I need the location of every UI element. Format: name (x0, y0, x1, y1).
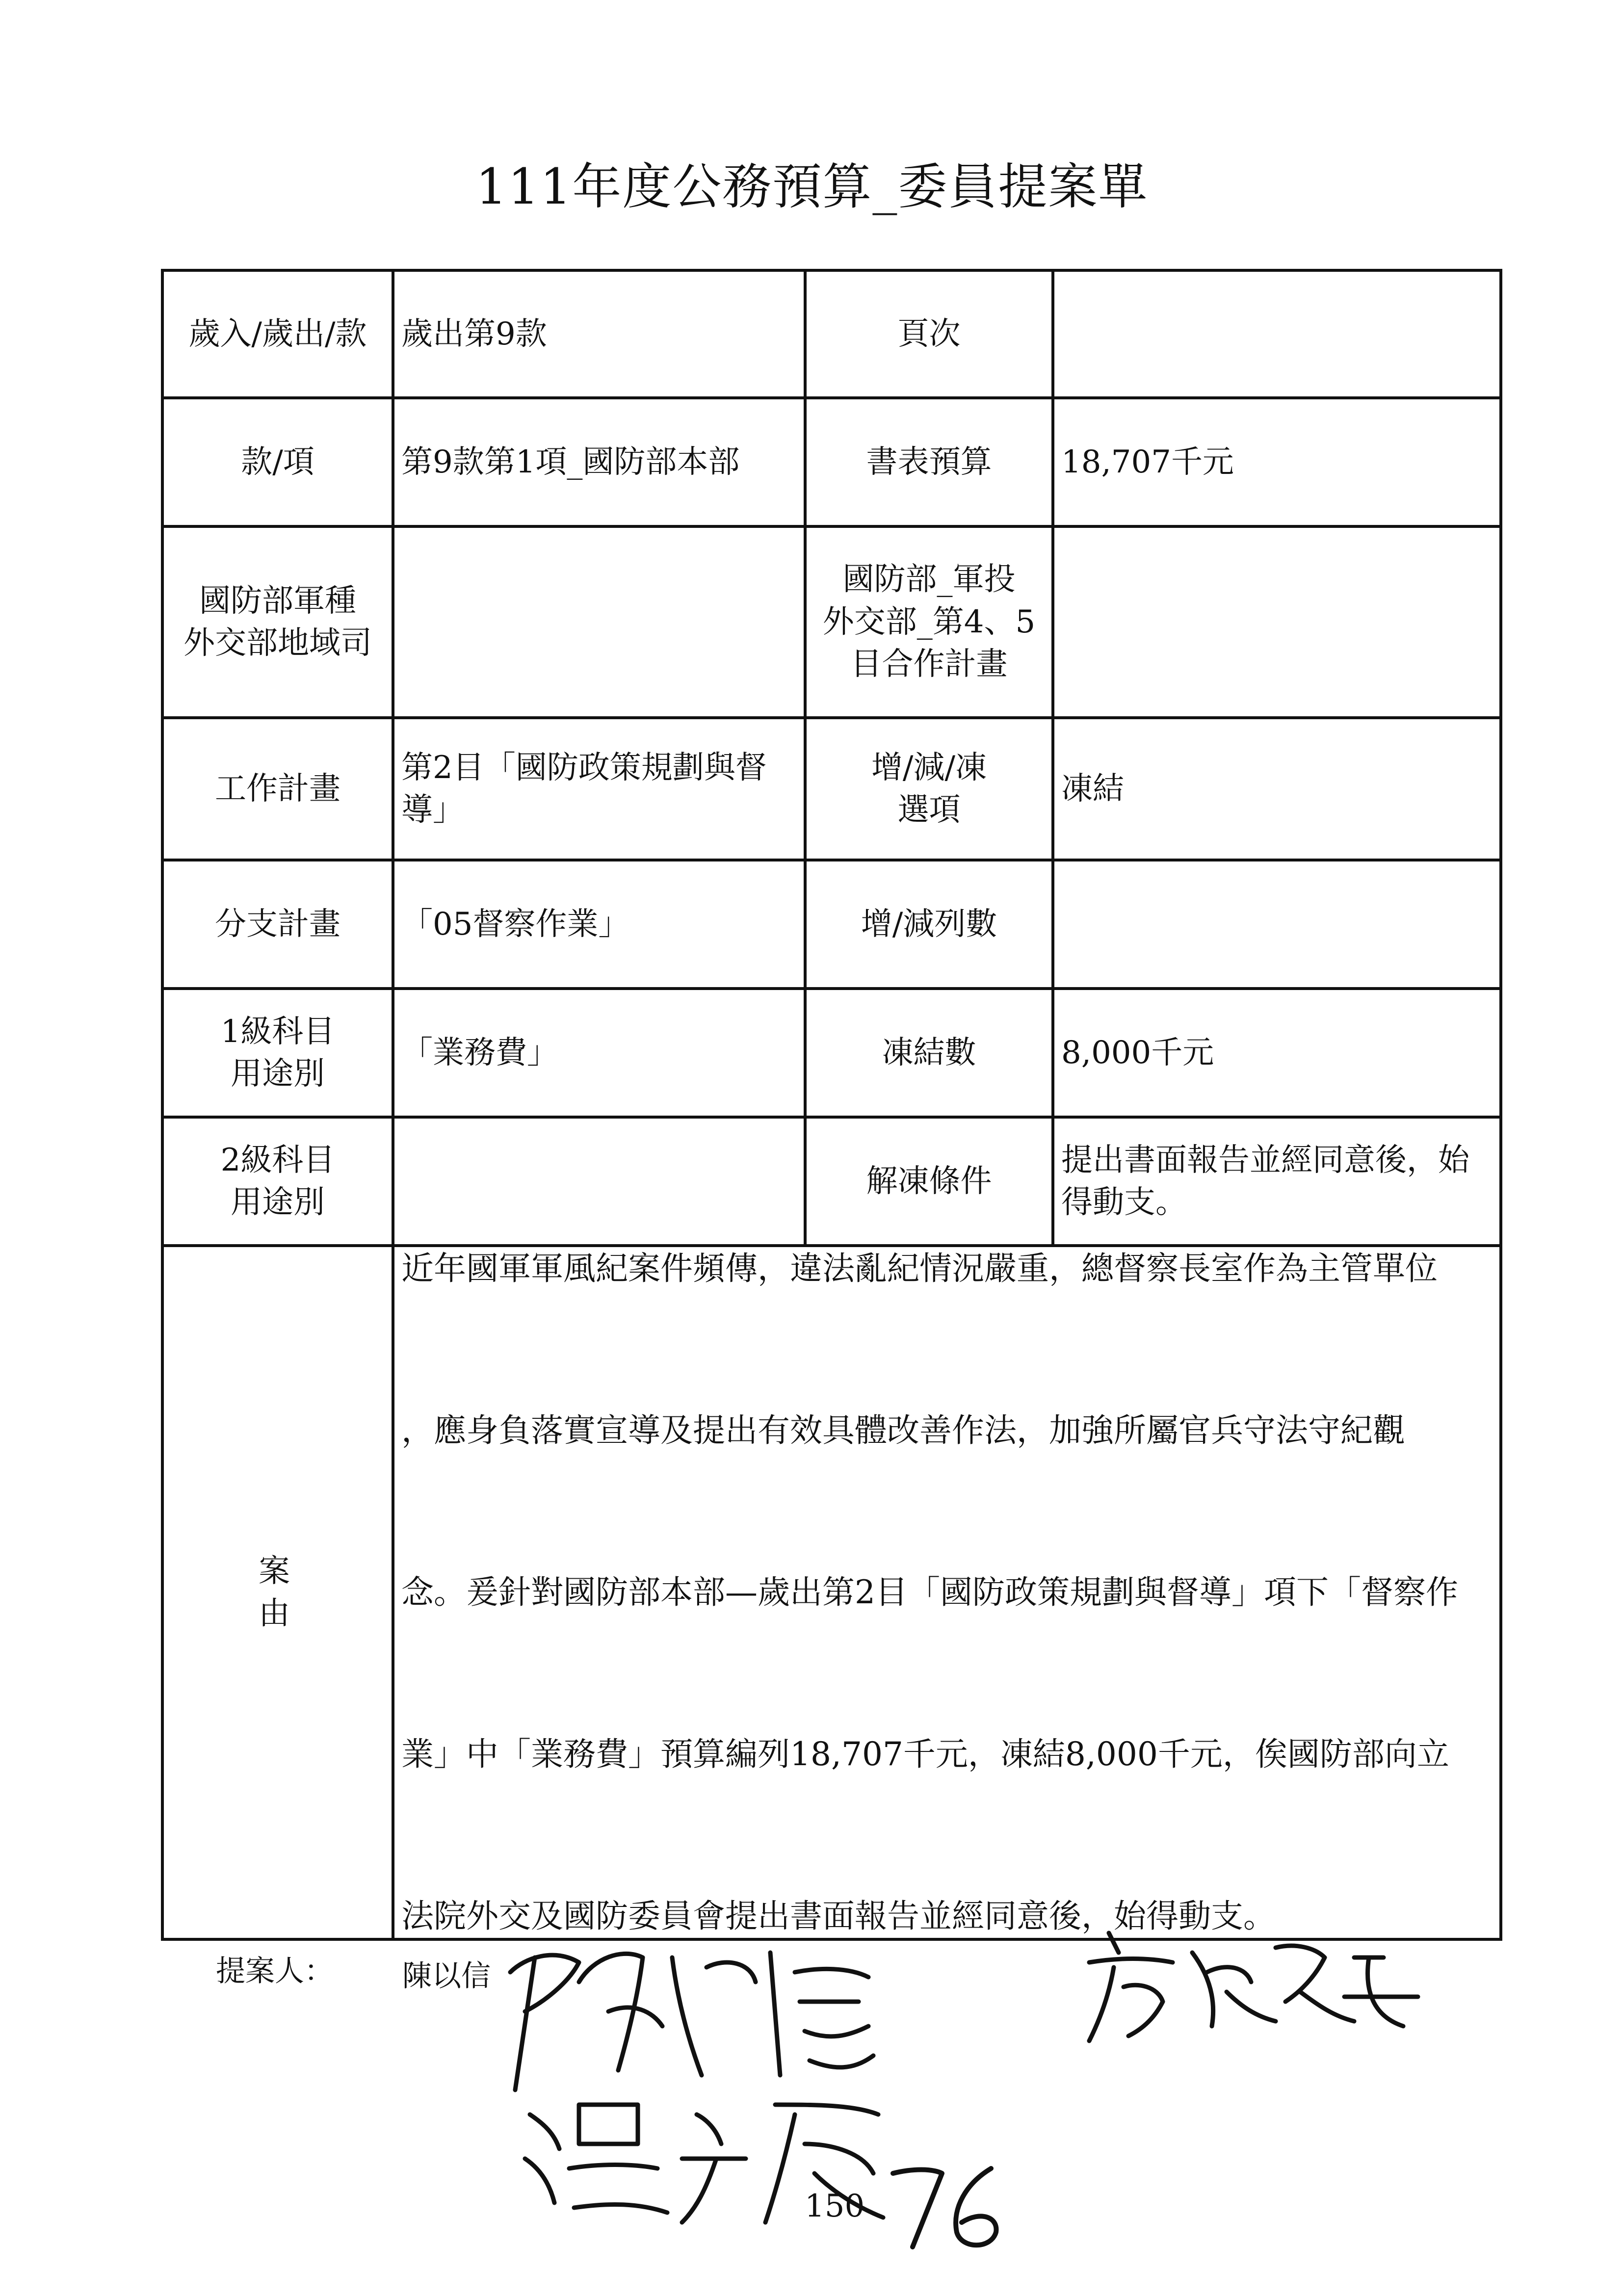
label-line: 國防部軍種 (199, 582, 356, 619)
field-value-unit (393, 526, 805, 718)
field-label-unit (162, 526, 393, 718)
field-label-action-option (805, 718, 1053, 860)
field-label-budget: 書表預算 (805, 398, 1053, 526)
label-line: 外交部地域司 (183, 625, 372, 661)
field-label-frozen-amount: 凍結數 (805, 989, 1053, 1117)
form-row (162, 398, 1501, 526)
proposer-name: 陳以信 (402, 1959, 491, 1993)
proposer-label: 提案人： (216, 1954, 334, 1988)
reason-line: 業」中「業務費」預算編列18,707千元，凍結8,000千元，俟國防部向立 (401, 1735, 1449, 1773)
field-label-unfreeze-condition: 解凍條件 (805, 1117, 1053, 1246)
field-label-work-plan: 工作計畫 (162, 718, 393, 860)
proposal-form-table (161, 269, 1502, 1941)
reason-line: ，應身負落實宣導及提出有效具體改善作法，加強所屬官兵守法守紀觀 (401, 1411, 1405, 1449)
field-value-budget: 18,707千元 (1053, 398, 1501, 526)
field-label-page: 頁次 (805, 270, 1053, 398)
reason-line: 法院外交及國防委員會提出書面報告並經同意後，始得動支。 (401, 1897, 1276, 1935)
field-value-adjust-amount (1053, 860, 1501, 989)
label-line: 2級科目 (220, 1142, 335, 1178)
form-row (162, 1117, 1501, 1246)
handwritten-page-number (883, 2154, 1011, 2252)
field-value-page (1053, 270, 1501, 398)
field-value-cooperation-plan (1053, 526, 1501, 718)
field-label-reason: 案由 (162, 1246, 393, 1939)
field-value-branch-plan: 「05督察作業」 (393, 860, 805, 989)
form-row-reason (162, 1246, 1501, 1939)
field-label-level2-subject (162, 1117, 393, 1246)
document-title: 111年度公務預算_委員提案單 (475, 158, 1149, 215)
field-value-work-plan: 第2目「國防政策規劃與督導」 (393, 718, 805, 860)
field-label-adjust-amount: 增/減列數 (805, 860, 1053, 989)
label-line: 國防部_軍投 (842, 561, 1016, 598)
form-row (162, 718, 1501, 860)
label-line: 用途別 (231, 1184, 325, 1221)
field-value-action-option: 凍結 (1053, 718, 1501, 860)
label-line: 外交部_第4、5 (822, 603, 1036, 640)
signature-3 (1079, 1913, 1423, 2051)
field-value-budget-type: 歲出第9款 (393, 270, 805, 398)
signature-1 (496, 1928, 878, 2105)
label-line: 增/減/凍 (871, 749, 987, 786)
label-line: 用途別 (231, 1056, 325, 1092)
form-row (162, 270, 1501, 398)
form-row (162, 526, 1501, 718)
field-label-cooperation-plan (805, 526, 1053, 718)
field-value-level1-subject: 「業務費」 (393, 989, 805, 1117)
page-number: 150 (805, 2188, 865, 2224)
reason-line: 念。爰針對國防部本部—歲出第2目「國防政策規劃與督導」項下「督察作 (401, 1573, 1458, 1611)
field-label-branch-plan: 分支計畫 (162, 860, 393, 989)
field-value-level2-subject (393, 1117, 805, 1246)
reason-line: 近年國軍軍風紀案件頻傳，違法亂紀情況嚴重，總督察長室作為主管單位 (401, 1250, 1438, 1287)
field-label-budget-type: 歲入/歲出/款 (162, 270, 393, 398)
form-row (162, 860, 1501, 989)
field-value-unfreeze-condition: 提出書面報告並經同意後，始得動支。 (1053, 1117, 1501, 1246)
field-value-item: 第9款第1項_國防部本部 (393, 398, 805, 526)
field-label-item: 款/項 (162, 398, 393, 526)
label-line: 目合作計畫 (850, 646, 1008, 683)
label-line: 1級科目 (220, 1013, 335, 1050)
field-value-frozen-amount: 8,000千元 (1053, 989, 1501, 1117)
field-value-reason (393, 1246, 1501, 1939)
form-row (162, 989, 1501, 1117)
label-line: 選項 (897, 792, 961, 828)
field-label-level1-subject (162, 989, 393, 1117)
